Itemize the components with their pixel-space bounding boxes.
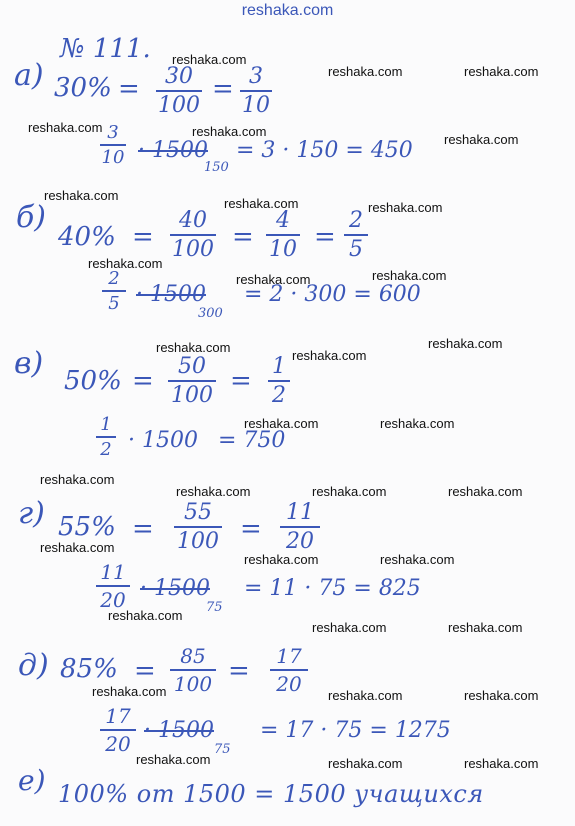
a-fraction-2-den: 10	[242, 93, 270, 118]
d-fraction-1	[170, 644, 216, 696]
label-d: д)	[18, 648, 49, 683]
site-header[interactable]: reshaka.com	[241, 2, 334, 19]
a-calc-den: 10	[101, 147, 125, 168]
watermark: reshaka.com	[244, 416, 319, 431]
d-percent: 85%	[60, 654, 118, 684]
watermark: reshaka.com	[328, 756, 403, 771]
b-percent: 40%	[58, 222, 116, 252]
e-text: 100% от 1500 = 1500 учащихся	[58, 780, 484, 808]
watermark: reshaka.com	[40, 472, 115, 487]
d-times: · 1500	[144, 718, 214, 743]
label-v: в)	[14, 346, 44, 381]
watermark: reshaka.com	[464, 64, 539, 79]
v-result: = 750	[218, 428, 286, 453]
watermark: reshaka.com	[380, 552, 455, 567]
a-fraction-1-den: 100	[158, 93, 200, 118]
b-eq-2: =	[232, 222, 254, 252]
b-calc-num: 2	[108, 268, 120, 289]
watermark: reshaka.com	[156, 340, 231, 355]
a-reduced: 150	[204, 160, 229, 175]
d-result: = 17 · 75 = 1275	[260, 718, 451, 743]
label-g: г)	[18, 496, 45, 531]
d-calc-den: 20	[105, 732, 131, 756]
d-eq-1: =	[134, 656, 156, 686]
v-fraction-2	[268, 354, 290, 408]
a-times: · 1500	[138, 138, 208, 163]
v-fraction-2-num: 1	[272, 354, 286, 379]
watermark: reshaka.com	[172, 52, 247, 67]
b-fraction-1-num: 40	[179, 208, 207, 233]
b-fraction-3	[344, 208, 368, 262]
g-fraction-2-den: 20	[286, 529, 314, 554]
watermark: reshaka.com	[328, 688, 403, 703]
b-reduced: 300	[198, 306, 223, 321]
b-eq-3: =	[314, 222, 336, 252]
a-fraction-1-num: 30	[165, 64, 193, 89]
label-a: а)	[14, 58, 44, 93]
v-times: · 1500	[128, 428, 198, 453]
watermark: reshaka.com	[192, 124, 267, 139]
v-percent: 50%	[64, 366, 122, 396]
g-eq-2: =	[240, 514, 262, 544]
watermark: reshaka.com	[292, 348, 367, 363]
d-eq-2: =	[228, 656, 250, 686]
watermark: reshaka.com	[224, 196, 299, 211]
watermark: reshaka.com	[328, 64, 403, 79]
watermark: reshaka.com	[448, 484, 523, 499]
g-calc-num: 11	[100, 560, 126, 584]
a-calc-fraction	[100, 122, 126, 168]
v-eq-2: =	[230, 366, 252, 396]
g-fraction-2	[280, 500, 320, 554]
g-calc-fraction	[96, 560, 130, 612]
watermark: reshaka.com	[88, 256, 163, 271]
watermark: reshaka.com	[312, 620, 387, 635]
v-eq-1: =	[132, 366, 154, 396]
d-fraction-2-den: 20	[276, 672, 302, 696]
a-fraction-1	[156, 64, 202, 118]
b-times: · 1500	[136, 282, 206, 307]
v-fraction-1-den: 100	[171, 383, 213, 408]
d-calc-fraction	[100, 704, 136, 756]
b-fraction-3-num: 2	[349, 208, 363, 233]
watermark: reshaka.com	[176, 484, 251, 499]
watermark: reshaka.com	[244, 552, 319, 567]
b-calc-fraction	[102, 268, 126, 314]
label-e: е)	[18, 764, 46, 797]
b-result: = 2 · 300 = 600	[244, 282, 421, 307]
watermark: reshaka.com	[448, 620, 523, 635]
watermark: reshaka.com	[312, 484, 387, 499]
watermark: reshaka.com	[464, 688, 539, 703]
g-eq-1: =	[132, 514, 154, 544]
watermark: reshaka.com	[236, 272, 311, 287]
g-calc-den: 20	[100, 588, 126, 612]
b-calc-den: 5	[108, 293, 120, 314]
d-fraction-2-num: 17	[276, 644, 302, 668]
watermark: reshaka.com	[444, 132, 519, 147]
d-calc-num: 17	[105, 704, 131, 728]
d-fraction-1-den: 100	[173, 672, 213, 696]
watermark: reshaka.com	[380, 416, 455, 431]
watermark: reshaka.com	[368, 200, 443, 215]
d-reduced: 75	[214, 742, 231, 757]
b-fraction-2	[266, 208, 300, 262]
v-calc-den: 2	[100, 439, 112, 460]
d-fraction-1-num: 85	[180, 644, 206, 668]
problem-number: № 111.	[60, 34, 151, 64]
watermark: reshaka.com	[136, 752, 211, 767]
g-reduced: 75	[206, 600, 223, 615]
v-fraction-1-num: 50	[178, 354, 206, 379]
v-calc-num: 1	[100, 414, 112, 435]
watermark: reshaka.com	[428, 336, 503, 351]
g-result: = 11 · 75 = 825	[244, 576, 421, 601]
b-fraction-2-den: 10	[269, 237, 297, 262]
a-fraction-2-num: 3	[249, 64, 263, 89]
a-eq-2: =	[212, 74, 234, 104]
v-calc-fraction	[96, 414, 116, 460]
g-fraction-1	[174, 500, 222, 554]
a-eq-1: =	[118, 74, 140, 104]
watermark: reshaka.com	[464, 756, 539, 771]
label-b: б)	[16, 200, 47, 235]
watermark: reshaka.com	[40, 540, 115, 555]
g-fraction-1-den: 100	[177, 529, 219, 554]
g-percent: 55%	[58, 512, 116, 542]
a-calc-num: 3	[107, 122, 119, 143]
a-result: = 3 · 150 = 450	[236, 138, 413, 163]
g-times: · 1500	[140, 576, 210, 601]
g-fraction-1-num: 55	[184, 500, 212, 525]
b-fraction-2-num: 4	[276, 208, 290, 233]
v-fraction-1	[168, 354, 216, 408]
v-fraction-2-den: 2	[272, 383, 286, 408]
a-percent: 30%	[54, 73, 112, 103]
b-fraction-1	[170, 208, 216, 262]
b-fraction-1-den: 100	[172, 237, 214, 262]
watermark: reshaka.com	[44, 188, 119, 203]
a-fraction-2	[240, 64, 272, 118]
watermark: reshaka.com	[108, 608, 183, 623]
b-eq-1: =	[132, 222, 154, 252]
d-fraction-2	[270, 644, 308, 696]
watermark: reshaka.com	[372, 268, 447, 283]
b-fraction-3-den: 5	[349, 237, 363, 262]
watermark: reshaka.com	[28, 120, 103, 135]
watermark: reshaka.com	[92, 684, 167, 699]
g-fraction-2-num: 11	[286, 500, 314, 525]
